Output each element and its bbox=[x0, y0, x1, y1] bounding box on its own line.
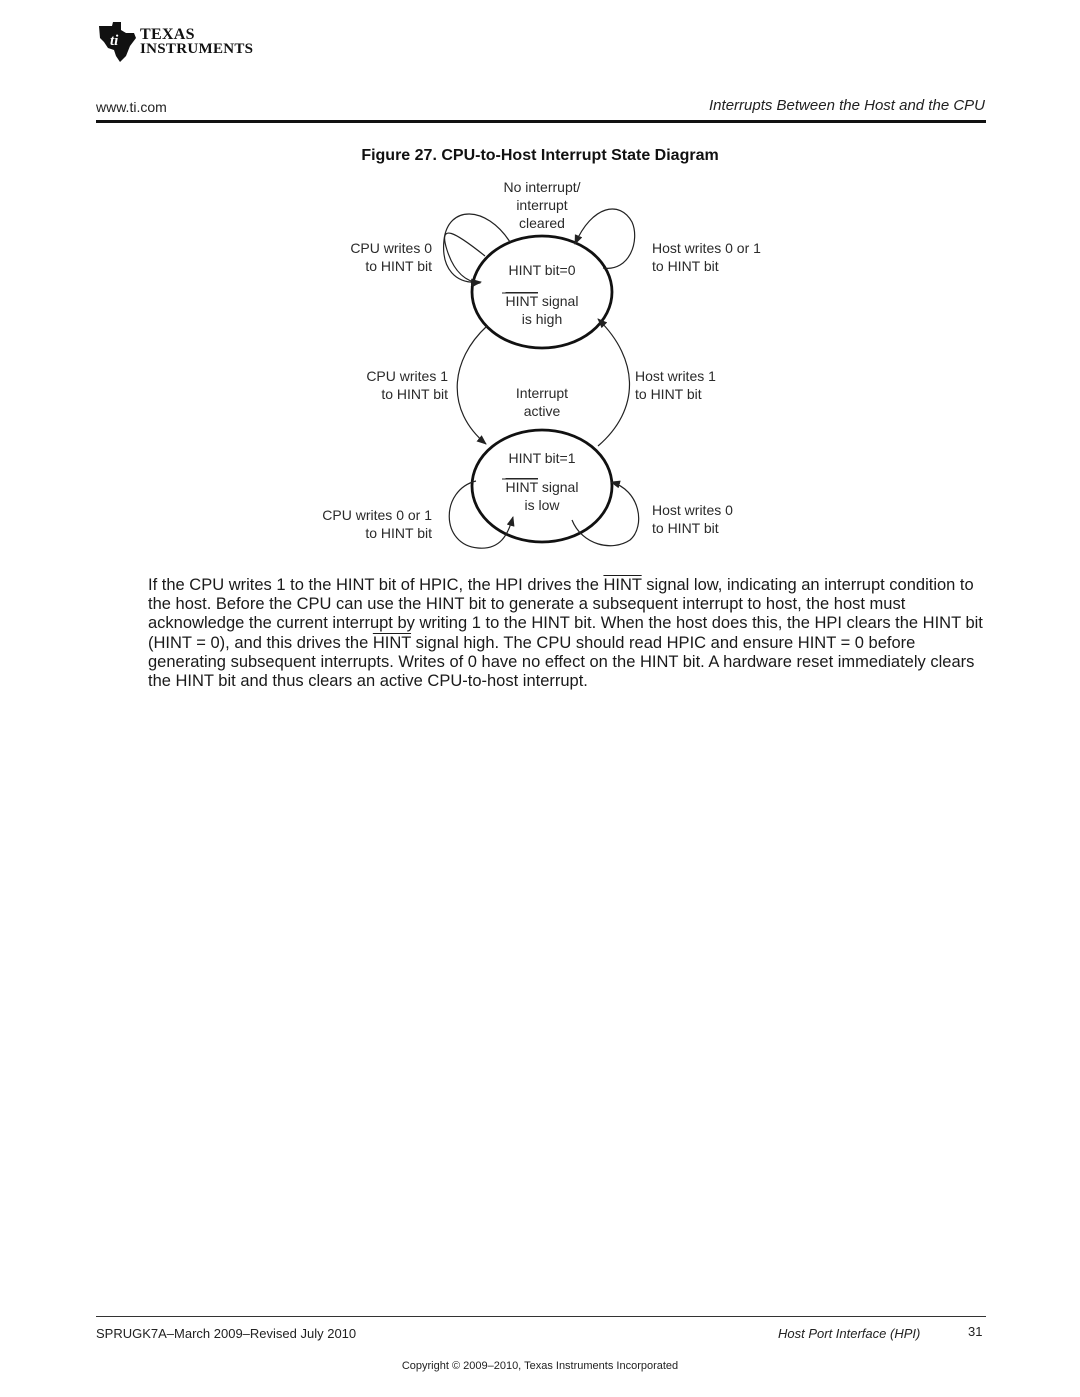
label-left-bot-2: to HINT bit bbox=[365, 525, 432, 541]
state0-line1: HINT bit=0 bbox=[508, 262, 576, 278]
p1-part-b: signal low, indicating an interrupt condition to the host. Before the CPU can use the HINT bit to generate a subsequent interrupt to host, the host must acknowledge the current interrupt by writing 1 to the HINT bit. When the host does this, the HPI clears the HINT bit (HINT = 0), and this drives the bbox=[148, 576, 983, 652]
label-top-3: cleared bbox=[519, 215, 565, 231]
p1-part-c: signal high. The CPU should read HPIC and ensure HINT = 0 before generating subsequent interrupts. Writes of 0 have no effect on the HINT bit. A hardware reset immediately clears the HINT bit and thus clears an active CPU-to-host interrupt. bbox=[148, 633, 975, 691]
label-top-1: No interrupt/ bbox=[503, 179, 581, 195]
state0-signal-rest: signal bbox=[537, 293, 579, 309]
arc-cpu-writes-1 bbox=[457, 326, 487, 444]
label-right-bot-2: to HINT bit bbox=[652, 520, 719, 536]
label-top-2: interrupt bbox=[516, 197, 568, 213]
label-right-bot-1: Host writes 0 bbox=[652, 502, 733, 518]
state-hint0-circle bbox=[472, 236, 612, 348]
header-section-title: Interrupts Between the Host and the CPU bbox=[709, 97, 985, 114]
logo-line1: TEXAS bbox=[140, 26, 195, 43]
label-left-mid-2: to HINT bit bbox=[381, 386, 448, 402]
footer-doc-title: Host Port Interface (HPI) bbox=[778, 1326, 921, 1341]
footer-rule bbox=[96, 1316, 986, 1317]
logo-line2: INSTRUMENTS bbox=[140, 41, 254, 57]
label-middle-2: active bbox=[523, 403, 561, 419]
state1-line2 bbox=[506, 479, 579, 495]
footer-page-number: 31 bbox=[968, 1324, 983, 1339]
state0-line3: is high bbox=[521, 311, 563, 327]
p1-hint-signal-2: HINT bbox=[372, 633, 412, 652]
label-left-top-1: CPU writes 0 bbox=[350, 240, 432, 256]
label-right-mid-2: to HINT bit bbox=[635, 386, 702, 402]
loop-host-writes-0or1-arc bbox=[575, 209, 635, 268]
label-right-top-2: to HINT bit bbox=[652, 258, 719, 274]
p1-part-a: If the CPU writes 1 to the HINT bit of HPIC, the HPI drives the bbox=[148, 576, 604, 594]
svg-text:ti: ti bbox=[110, 33, 119, 49]
loop-cpu-writes-0 bbox=[445, 233, 485, 283]
footer-copyright: Copyright © 2009–2010, Texas Instruments Incorporated bbox=[401, 1360, 679, 1372]
loop-host-writes-0 bbox=[572, 482, 639, 546]
label-middle-1: Interrupt bbox=[515, 385, 569, 401]
arc-host-writes-1 bbox=[598, 319, 630, 446]
label-left-top-2: to HINT bit bbox=[365, 258, 432, 274]
state0-signal-name: HINT bbox=[505, 293, 538, 309]
p1-hint-signal-1: HINT bbox=[603, 576, 642, 594]
state1-signal-name: HINT bbox=[505, 479, 538, 495]
state-diagram bbox=[0, 0, 1080, 600]
state0-line2 bbox=[506, 293, 579, 309]
state1-line1: HINT bit=1 bbox=[508, 450, 576, 466]
label-right-top-1: Host writes 0 or 1 bbox=[652, 240, 761, 256]
state1-signal-rest: signal bbox=[537, 479, 579, 495]
state1-line3: is low bbox=[524, 497, 560, 513]
figure-title: Figure 27. CPU-to-Host Interrupt State Diagram bbox=[361, 147, 719, 164]
paragraph-1 bbox=[148, 576, 988, 691]
header-url-link[interactable]: www.ti.com bbox=[96, 99, 167, 115]
label-right-mid-1: Host writes 1 bbox=[635, 368, 716, 384]
footer-doc-id: SPRUGK7A–March 2009–Revised July 2010 bbox=[96, 1326, 357, 1341]
body-paragraph bbox=[148, 576, 988, 691]
label-left-bot-1: CPU writes 0 or 1 bbox=[322, 507, 432, 523]
label-left-mid-1: CPU writes 1 bbox=[366, 368, 448, 384]
